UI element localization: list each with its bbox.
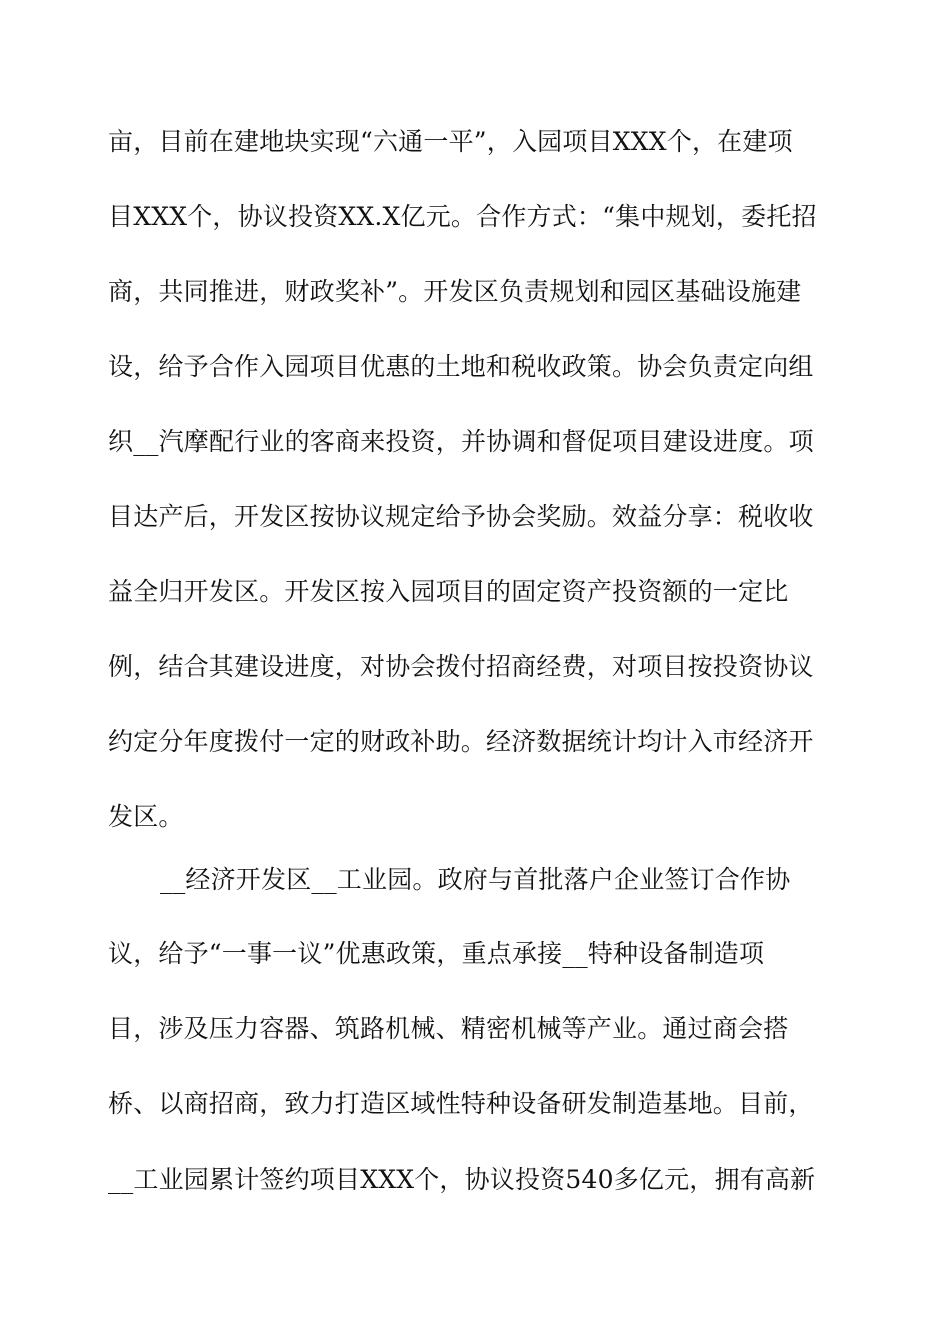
text-line: 桥、以商招商，致力打造区域性特种设备研发制造基地。目前，: [108, 1089, 814, 1118]
text-line: 议，给予“一事一议”优惠政策，重点承接__特种设备制造项: [108, 939, 765, 968]
text-line: __工业园累计签约项目XXX个，协议投资540多亿元，拥有高新: [108, 1165, 816, 1194]
text-line: 亩，目前在建地块实现“六通一平”，入园项目XXX个，在建项: [108, 127, 793, 156]
text-line: 设，给予合作入园项目优惠的土地和税收政策。协会负责定向组: [108, 352, 814, 381]
text-line: 发区。: [108, 802, 184, 831]
text-line: 例，结合其建设进度，对协会拨付招商经费，对项目按投资协议: [108, 652, 814, 681]
text-line: 目达产后，开发区按协议规定给予协会奖励。效益分享：税收收: [108, 502, 814, 531]
text-line: __经济开发区__工业园。政府与首批落户企业签订合作协: [160, 865, 791, 894]
text-line: 目XXX个，协议投资XX.X亿元。合作方式：“集中规划，委托招: [108, 202, 817, 231]
text-line: 益全归开发区。开发区按入园项目的固定资产投资额的一定比: [108, 577, 789, 606]
text-line: 织__汽摩配行业的客商来投资，并协调和督促项目建设进度。项: [108, 427, 814, 456]
text-line: 商，共同推进，财政奖补”。开发区负责规划和园区基础设施建: [108, 277, 802, 306]
text-line: 目，涉及压力容器、筑路机械、精密机械等产业。通过商会搭: [108, 1014, 789, 1043]
text-line: 约定分年度拨付一定的财政补助。经济数据统计均计入市经济开: [108, 727, 814, 756]
